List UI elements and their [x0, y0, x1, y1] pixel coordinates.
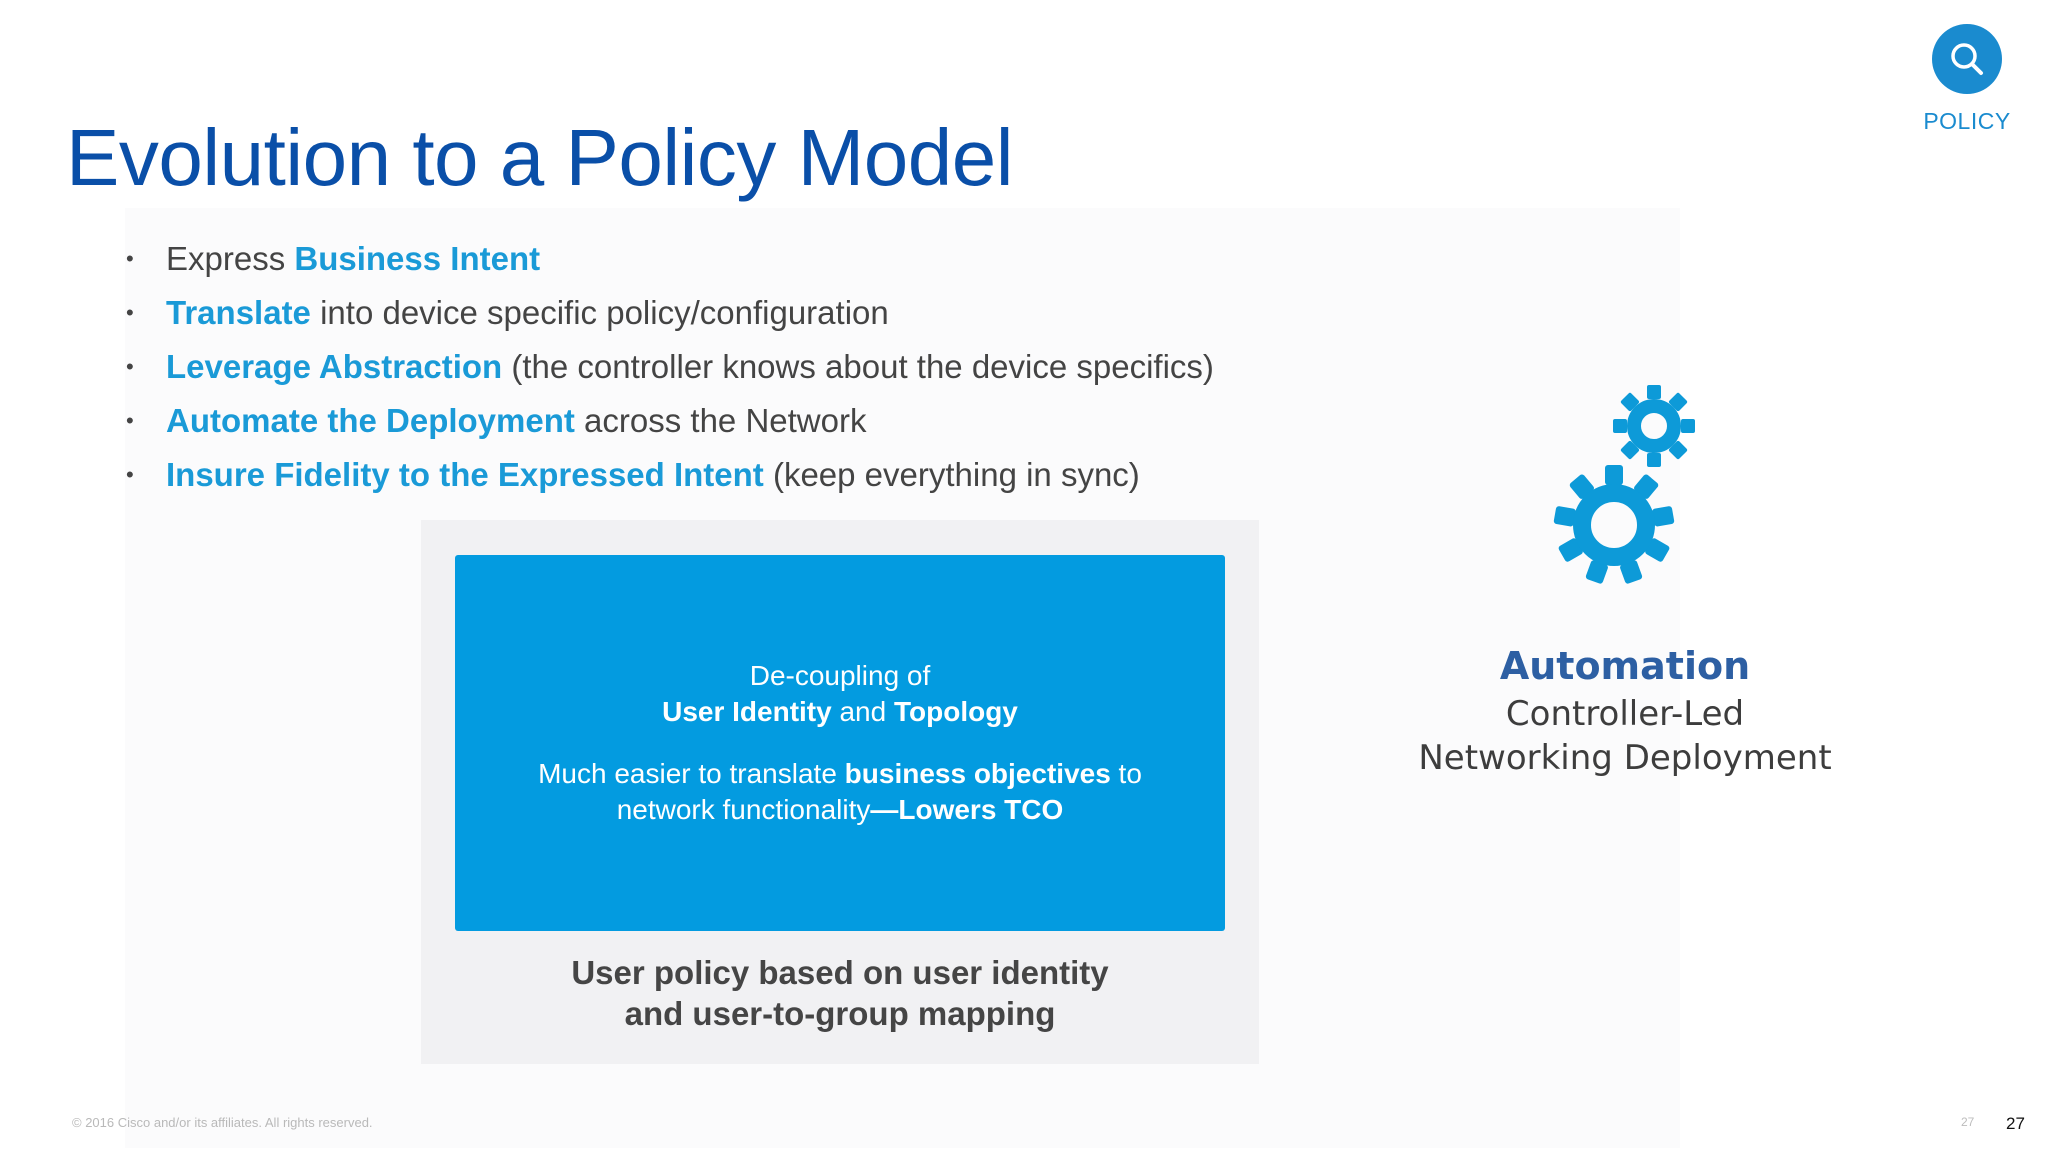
copyright-footer: © 2016 Cisco and/or its affiliates. All rights reserved.: [72, 1115, 373, 1130]
policy-panel: [421, 520, 1259, 1064]
bullet-item: • Translate into device specific policy/configuration: [126, 286, 1214, 340]
badge-label: POLICY: [1923, 108, 2011, 134]
automation-title: Automation: [1499, 644, 1751, 688]
bullet-list: [126, 232, 1214, 502]
box-line-4: network functionality—Lowers TCO: [616, 794, 1064, 825]
bullet-dot: •: [126, 300, 134, 325]
automation-line-1: Controller-Led: [1505, 694, 1745, 734]
automation-caption: [1380, 640, 1870, 780]
box-line-3: Much easier to translate business objectives to: [538, 758, 1142, 789]
box-line-1: De-coupling of: [749, 660, 931, 691]
bullet-item: • Express Business Intent: [126, 232, 1214, 286]
bullet-item: • Insure Fidelity to the Expressed Intent (keep everything in sync): [126, 448, 1214, 502]
panel-caption: User policy based on user identity and user-to-group mapping: [571, 954, 1109, 1032]
slide-title: Evolution to a Policy Model: [66, 113, 1014, 202]
bullet-dot: •: [126, 246, 134, 271]
gears-icon: [1548, 380, 1708, 590]
page-number-faint: 27: [1961, 1115, 1975, 1129]
search-icon: [1932, 24, 2002, 94]
bullet-item: • Automate the Deployment across the Network: [126, 394, 1214, 448]
bullet-dot: •: [126, 462, 134, 487]
page-number: 27: [2006, 1114, 2025, 1133]
bullet-dot: •: [126, 408, 134, 433]
bullet-item: • Leverage Abstraction (the controller knows about the device specifics): [126, 340, 1214, 394]
policy-badge: [1920, 24, 2014, 135]
box-line-2: User Identity and Topology: [662, 696, 1018, 727]
automation-line-2: Networking Deployment: [1418, 738, 1832, 778]
bullet-dot: •: [126, 354, 134, 379]
decoupling-box: [455, 555, 1225, 931]
